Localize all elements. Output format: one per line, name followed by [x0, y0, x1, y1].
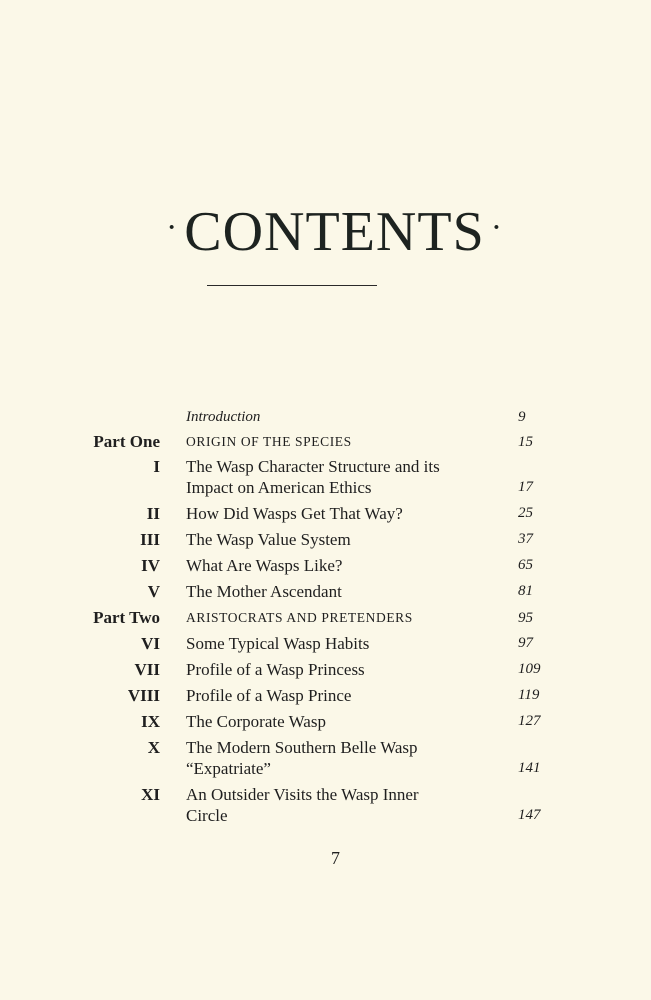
toc-page-number: 9 [518, 409, 526, 425]
toc-chapter-label: Part Two [93, 608, 160, 627]
toc-entry-title [186, 685, 496, 706]
page-number: 7 [331, 848, 340, 868]
toc-chapter-label: XI [141, 785, 160, 804]
toc-entry-title-line-2: Impact on American Ethics [186, 478, 372, 497]
toc-entry-title [186, 581, 496, 602]
toc-page-number: 37 [518, 531, 533, 547]
page-title: CONTENTS [184, 201, 485, 263]
toc-entry-title-line: The Wasp Character Structure and its [186, 457, 440, 476]
toc-chapter-label: X [147, 738, 160, 757]
toc-chapter-label: III [140, 530, 160, 549]
toc-entry-title-line: The Wasp Value System [186, 530, 351, 549]
toc-page-number: 15 [518, 434, 533, 450]
toc-entry-title-line: ORIGIN OF THE SPECIES [186, 434, 352, 449]
toc-entry-title-line: What Are Wasps Like? [186, 556, 343, 575]
toc-page-number: 97 [518, 635, 533, 651]
toc-entry-title [186, 503, 496, 524]
toc-entry-title [186, 633, 496, 654]
toc-entry-title-line: The Mother Ascendant [186, 582, 342, 601]
toc-page-number: 147 [518, 807, 541, 823]
toc-page-number: 109 [518, 661, 541, 677]
toc-chapter-label: IV [141, 556, 160, 575]
toc-entry-title [186, 711, 496, 732]
toc-entry-title [186, 737, 496, 779]
toc-entry-title [186, 607, 496, 628]
toc-entry-title-line-2: “Expatriate” [186, 759, 271, 778]
toc-entry-title-line: The Corporate Wasp [186, 712, 326, 731]
toc-entry-title-line: The Modern Southern Belle Wasp [186, 738, 418, 757]
toc-entry-title-line: Profile of a Wasp Princess [186, 660, 365, 679]
toc-entry-title-line: ARISTOCRATS AND PRETENDERS [186, 610, 413, 625]
toc-entry-title [186, 784, 496, 826]
title-ornament-left: · [165, 209, 179, 246]
toc-page-number: 119 [518, 687, 540, 703]
toc-entry-title [186, 431, 496, 452]
toc-chapter-label: II [146, 504, 160, 523]
title-ornament-right: · [490, 209, 504, 246]
toc-entry-title-line: How Did Wasps Get That Way? [186, 504, 403, 523]
toc-page-number: 25 [518, 505, 533, 521]
title-rule [207, 285, 377, 286]
toc-entry-title-line: Introduction [186, 409, 261, 425]
toc-entry-title [186, 659, 496, 680]
toc-entry-title [186, 407, 496, 428]
toc-page-number: 81 [518, 583, 533, 599]
toc-page-number: 141 [518, 760, 541, 776]
toc-entry-title-line: Some Typical Wasp Habits [186, 634, 370, 653]
toc-page-number: 17 [518, 479, 533, 495]
toc-chapter-label: Part One [93, 432, 160, 451]
toc-chapter-label: VIII [127, 686, 160, 705]
toc-chapter-label: VI [141, 634, 160, 653]
toc-entry-title-line-2: Circle [186, 806, 228, 825]
toc-page-number: 65 [518, 557, 533, 573]
toc-entry-title [186, 456, 496, 498]
toc-entry-title [186, 555, 496, 576]
toc-page-number: 95 [518, 610, 533, 626]
toc-chapter-label: I [153, 457, 160, 476]
toc-entry-title-line: Profile of a Wasp Prince [186, 686, 352, 705]
toc-entry-title [186, 529, 496, 550]
contents-heading [0, 196, 651, 264]
toc-chapter-label: V [147, 582, 160, 601]
toc-chapter-label: VII [134, 660, 160, 679]
toc-chapter-label: IX [141, 712, 160, 731]
toc-entry-title-line: An Outsider Visits the Wasp Inner [186, 785, 419, 804]
toc-page-number: 127 [518, 713, 541, 729]
